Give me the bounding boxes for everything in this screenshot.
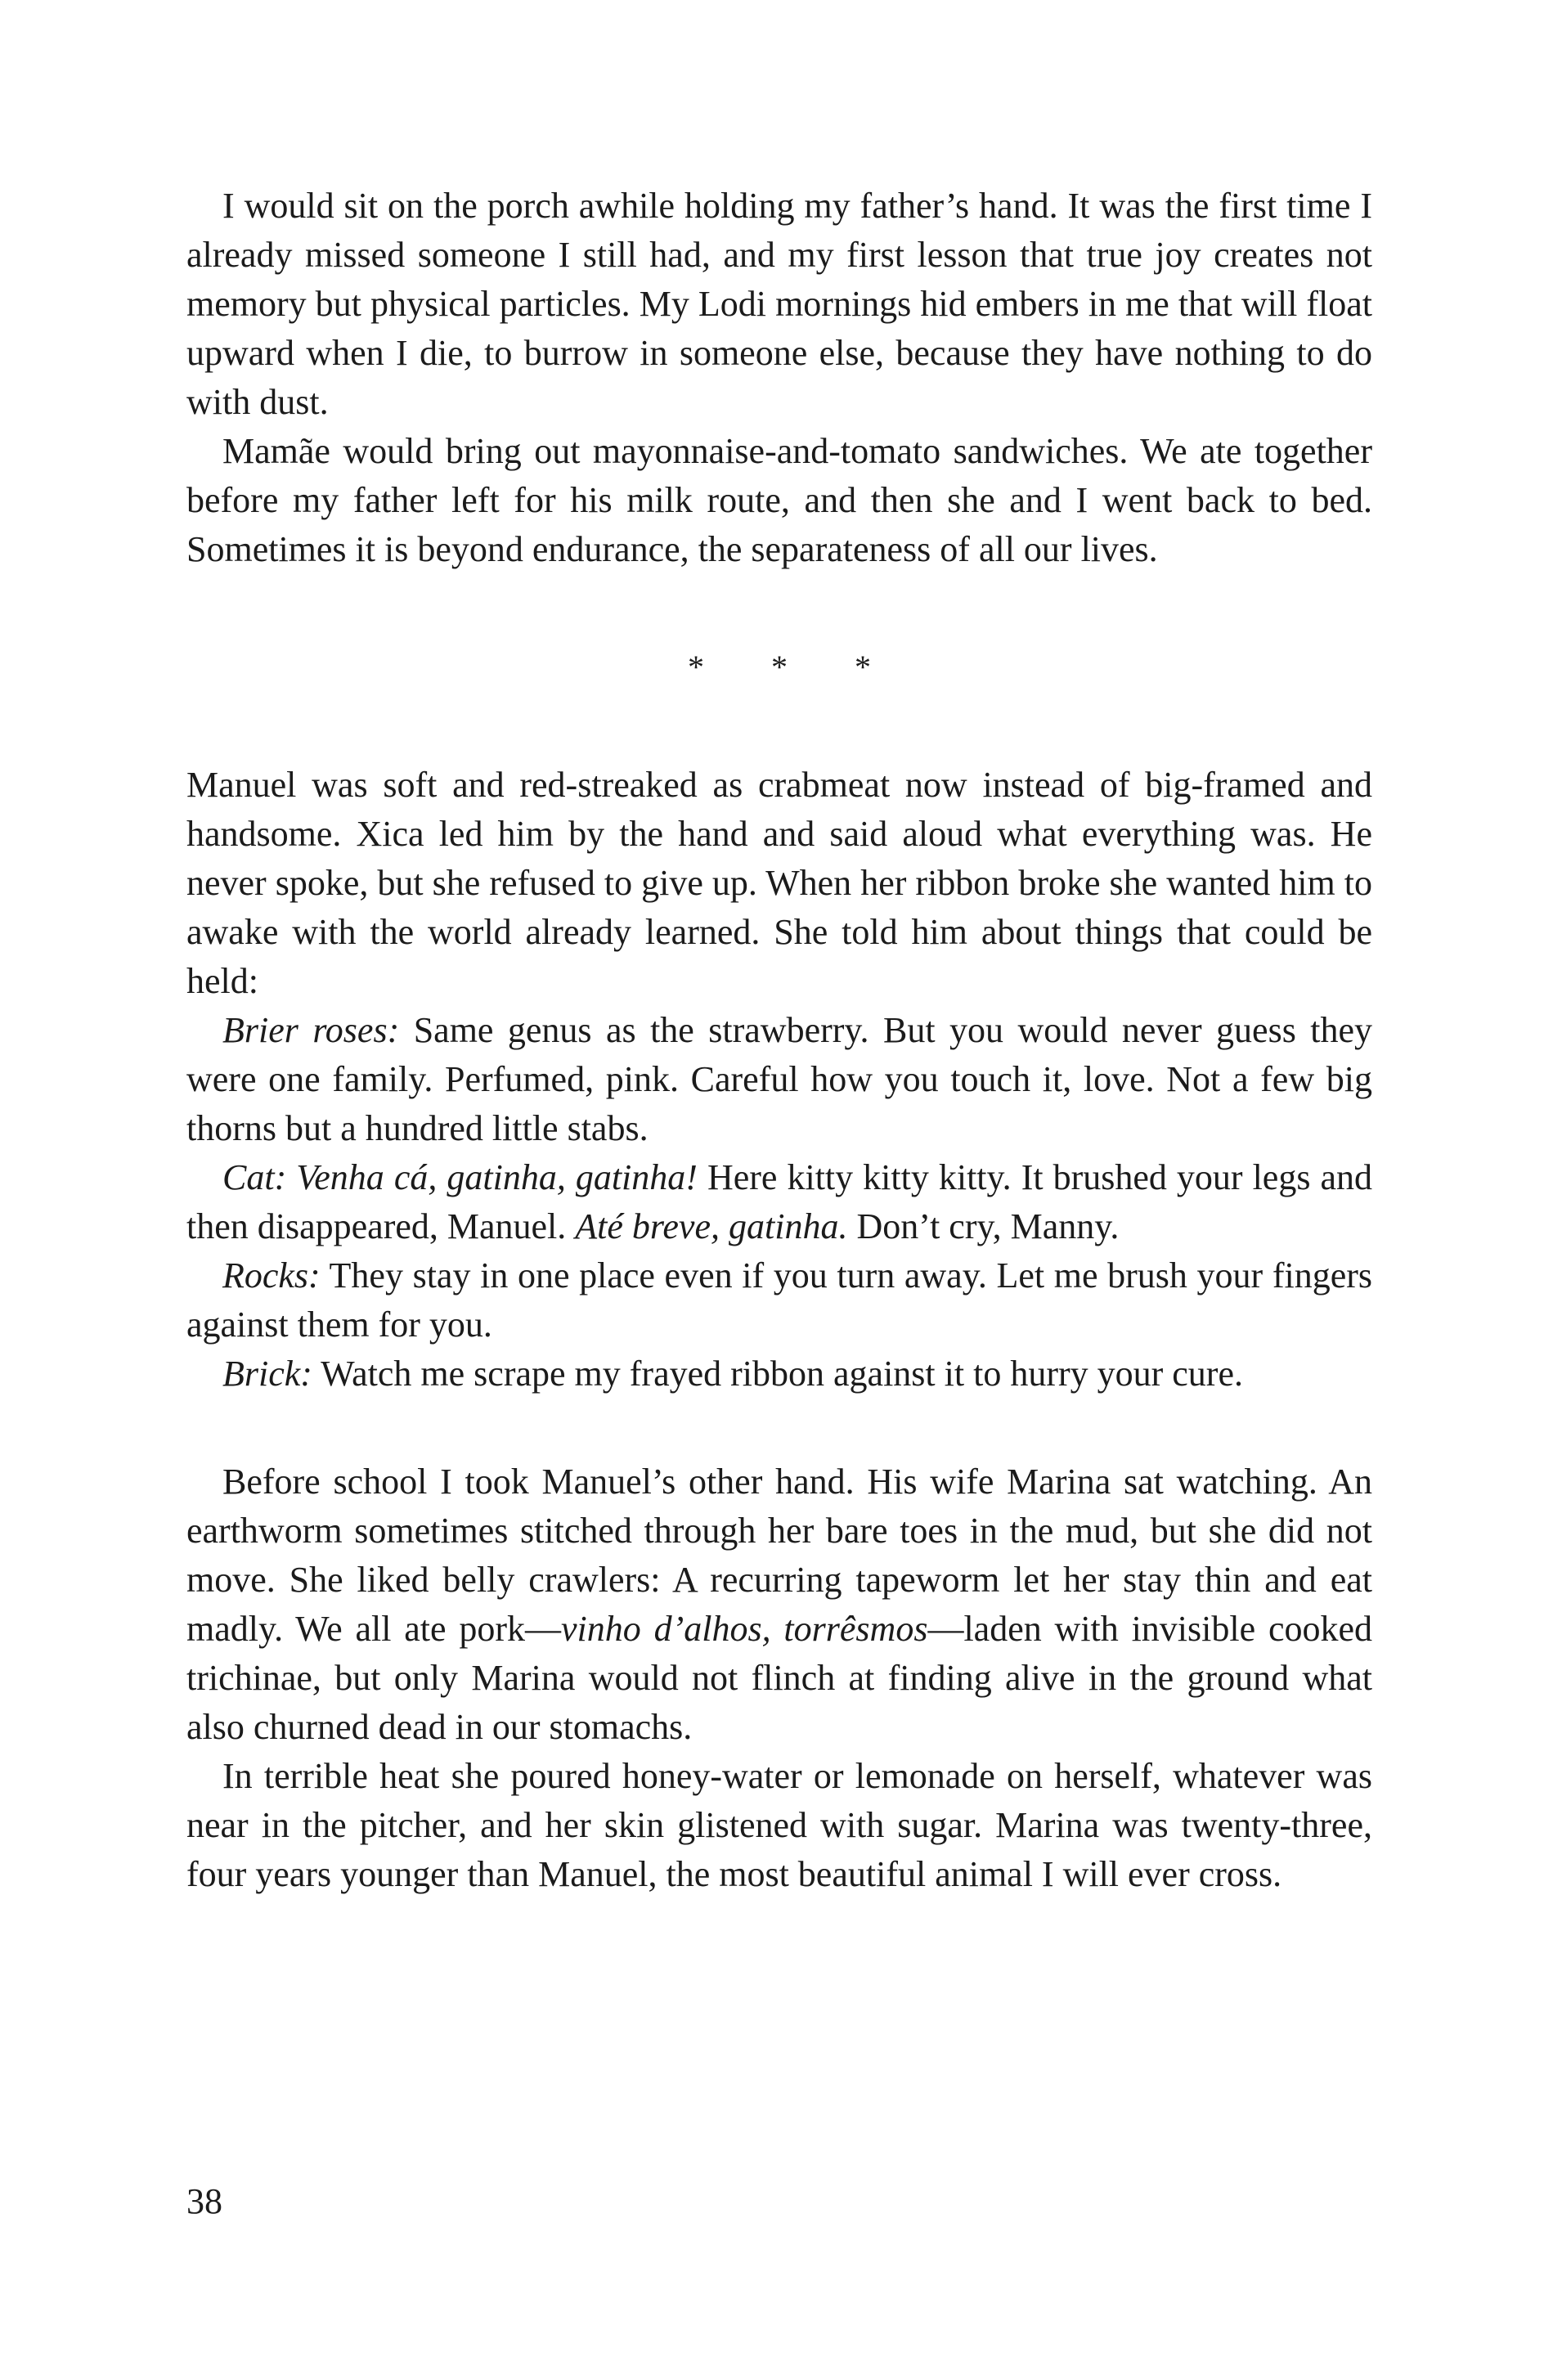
paragraph-porch: I would sit on the porch awhile holding my father’s hand. It was the first time I already missed someone I still had, and my first lesson that true joy creates not memory but physical particles. My Lodi mornings hid embers in me that will float upward when I die, to burrow in someone else, because they have nothing to do with dust. xyxy=(186,186,1372,422)
entry-term: Rocks: xyxy=(222,1255,321,1296)
entry-term: Brier roses: xyxy=(222,1010,400,1050)
section-gap xyxy=(186,1399,1372,1457)
separator-asterisk: * xyxy=(688,649,704,685)
entry-text: Don’t cry, Manny. xyxy=(847,1206,1120,1246)
entry-term: Cat: xyxy=(222,1157,287,1197)
entry-rocks xyxy=(186,1251,1372,1349)
paragraph-manuel: Manuel was soft and red-streaked as crabmeat now instead of big-framed and handsome. Xica led him by the hand and said aloud what everything was. He never spoke, but she refused to give up. When her ribbon broke she wanted him to awake with the world already learned. She told him about things that could be held: xyxy=(186,765,1372,1001)
paragraph-marina xyxy=(186,1457,1372,1752)
entry-term: Brick: xyxy=(222,1354,312,1394)
entry-text: Watch me scrape my frayed ribbon against it to hurry your cure. xyxy=(312,1354,1243,1394)
entry-italic-phrase: Até breve, gatinha. xyxy=(575,1206,848,1246)
page-body xyxy=(186,182,1372,1899)
entry-brier-roses xyxy=(186,1006,1372,1153)
entry-cat xyxy=(186,1153,1372,1251)
page-number: 38 xyxy=(186,2181,222,2221)
italic-phrase: vinho d’alhos, xyxy=(561,1609,771,1649)
entry-text: Here kitty kitty kitty. It brushed your legs and then disappeared, Manuel. xyxy=(186,1157,1373,1246)
entry-text: Same genus as the strawberry. But you would never guess they were one family. Perfumed, pink. Careful how you touch it, love. Not a few big thorns but a hundred little stabs. xyxy=(186,1010,1373,1148)
italic-phrase: torrêsmos xyxy=(783,1609,928,1649)
entry-text: They stay in one place even if you turn away. Let me brush your fingers against them for you. xyxy=(186,1255,1372,1345)
paragraph-text: Before school I took Manuel’s other hand. His wife Marina sat watching. An earthworm sometimes stitched through her bare toes in the mud, but she did not move. She liked belly crawlers: A recurring tapeworm let her stay thin and eat madly. We all ate pork— xyxy=(186,1462,1372,1649)
paragraph-heat: In terrible heat she poured honey-water or lemonade on herself, whatever was near in the pitcher, and her skin glistened with sugar. Marina was twenty-three, four years younger than Manuel, the most beautiful animal I will ever cross. xyxy=(186,1756,1372,1894)
paragraph-text: —laden with invisible cooked trichinae, but only Marina would not flinch at finding alive in the ground what also churned dead in our stomachs. xyxy=(186,1609,1373,1747)
separator-asterisk: * xyxy=(771,649,788,685)
entry-italic-phrase: Venha cá, gatinha, gatinha! xyxy=(296,1157,698,1197)
section-separator xyxy=(186,643,1372,692)
paragraph-sandwiches: Mamãe would bring out mayonnaise-and-tomato sandwiches. We ate together before my father left for his milk route, and then she and I went back to bed. Sometimes it is beyond endurance, the separateness of all our lives. xyxy=(186,431,1372,569)
entry-brick xyxy=(186,1349,1372,1399)
separator-asterisk: * xyxy=(855,649,871,685)
